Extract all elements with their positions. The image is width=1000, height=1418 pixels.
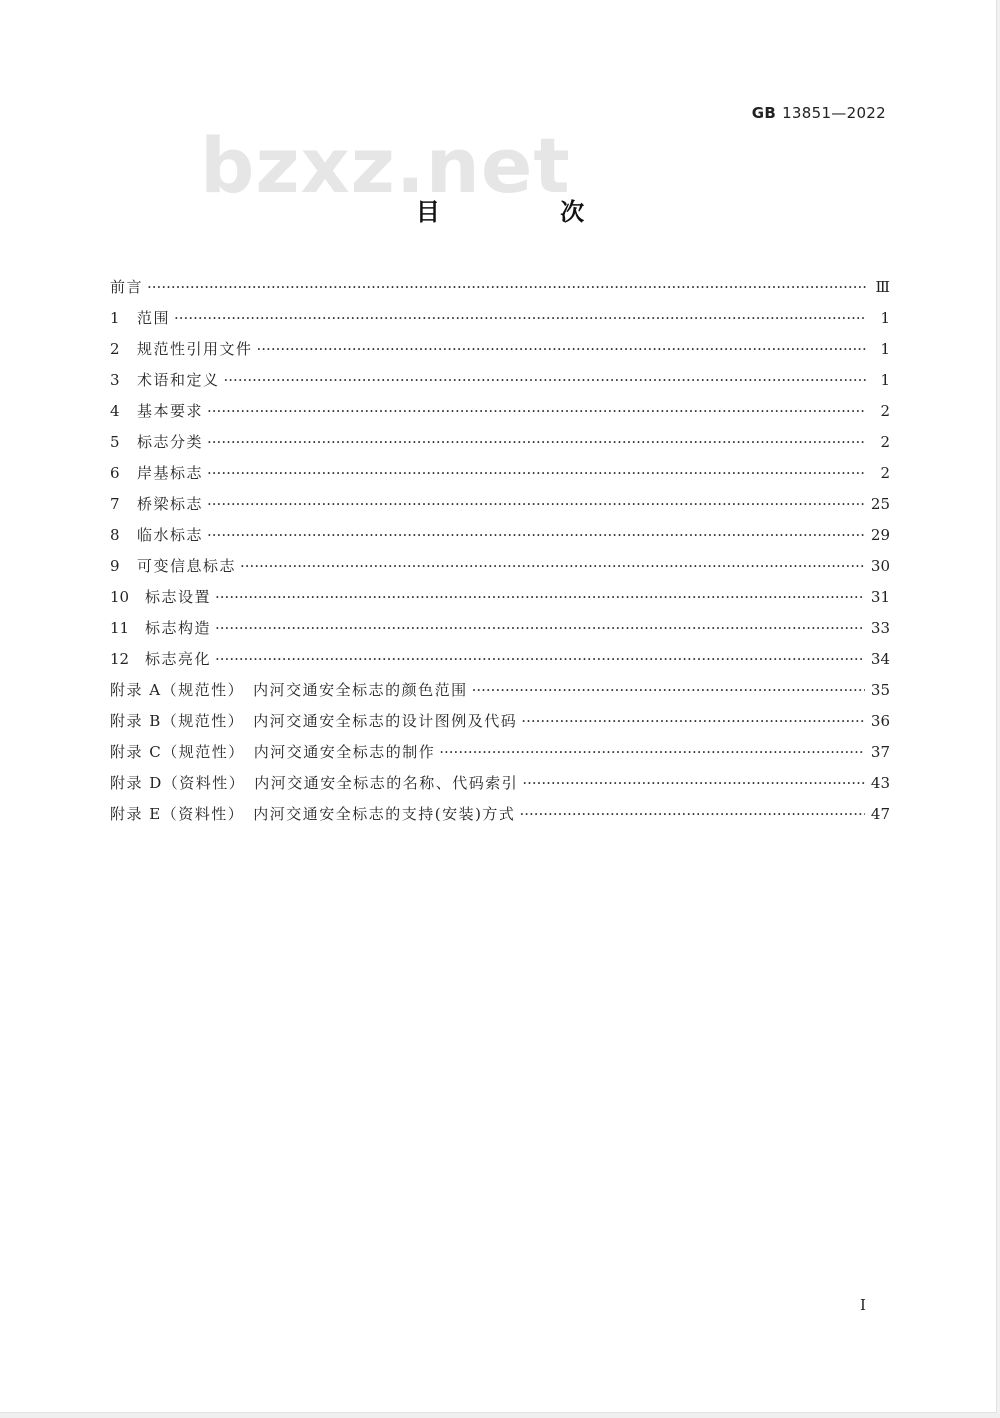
toc-leader-dots (207, 399, 866, 424)
watermark: bzxz.net (200, 121, 571, 210)
toc-item-3[interactable] (110, 368, 890, 399)
standard-code-prefix: GB (751, 104, 777, 122)
toc-item-page: 35 (870, 681, 890, 699)
toc-item-text: 标志构造 (145, 619, 212, 637)
toc-item-page: 29 (870, 526, 890, 544)
toc-leader-dots (215, 616, 865, 641)
toc-item-text: 前言 (110, 278, 144, 296)
toc-item-text: 标志分类 (137, 433, 204, 451)
toc-item-text: 附录 B（规范性） 内河交通安全标志的设计图例及代码 (110, 712, 518, 730)
page-bottom-edge (0, 1413, 1000, 1418)
toc-item-appendix-e[interactable] (110, 802, 890, 833)
table-of-contents (110, 275, 890, 833)
toc-item-5[interactable] (110, 430, 890, 461)
toc-item-text: 可变信息标志 (137, 557, 237, 575)
toc-item-number: 2 (110, 340, 120, 358)
toc-item-number: 5 (110, 433, 120, 451)
toc-leader-dots (224, 368, 866, 393)
toc-leader-dots (521, 709, 865, 734)
toc-leader-dots (522, 771, 865, 796)
toc-item-page: 1 (880, 340, 890, 358)
toc-item-11[interactable] (110, 616, 890, 647)
toc-item-page: 2 (880, 464, 890, 482)
toc-item-page: Ⅲ (875, 278, 890, 296)
toc-item-8[interactable] (110, 523, 890, 554)
toc-item-text: 标志亮化 (145, 650, 212, 668)
toc-item-page: 25 (870, 495, 890, 513)
toc-item-page: 33 (870, 619, 890, 637)
toc-item-12[interactable] (110, 647, 890, 678)
toc-item-number: 11 (110, 619, 130, 637)
toc-leader-dots (472, 678, 865, 703)
toc-item-page: 47 (870, 805, 890, 823)
toc-leader-dots (519, 802, 864, 827)
toc-item-page: 37 (870, 743, 890, 761)
toc-leader-dots (240, 554, 865, 579)
toc-item-page: 43 (870, 774, 890, 792)
toc-item-number: 6 (110, 464, 120, 482)
toc-item-page: 34 (870, 650, 890, 668)
toc-leader-dots (174, 306, 866, 331)
toc-leader-dots (215, 647, 865, 672)
toc-item-appendix-b[interactable] (110, 709, 890, 740)
toc-item-text: 附录 C（规范性） 内河交通安全标志的制作 (110, 743, 436, 761)
toc-item-appendix-d[interactable] (110, 771, 890, 802)
toc-item-number: 4 (110, 402, 120, 420)
toc-item-number: 1 (110, 309, 120, 327)
toc-item-4[interactable] (110, 399, 890, 430)
toc-leader-dots (207, 430, 866, 455)
toc-item-text: 岸基标志 (137, 464, 204, 482)
toc-item-number: 10 (110, 588, 130, 606)
toc-item-1[interactable] (110, 306, 890, 337)
toc-item-number: 9 (110, 557, 120, 575)
toc-item-text: 临水标志 (137, 526, 204, 544)
toc-item-text: 基本要求 (137, 402, 204, 420)
toc-item-text: 规范性引用文件 (137, 340, 253, 358)
toc-leader-dots (215, 585, 865, 610)
toc-item-appendix-c[interactable] (110, 740, 890, 771)
toc-title: 目 次 (415, 198, 641, 226)
toc-leader-dots (257, 337, 866, 362)
standard-code-number: 13851—2022 (782, 104, 886, 122)
toc-item-number: 3 (110, 371, 120, 389)
toc-leader-dots (207, 523, 865, 548)
toc-leader-dots (207, 461, 866, 486)
toc-item-foreword[interactable] (110, 275, 890, 306)
toc-item-number: 12 (110, 650, 130, 668)
toc-item-page: 31 (870, 588, 890, 606)
toc-item-9[interactable] (110, 554, 890, 585)
page-number: I (860, 1296, 866, 1314)
toc-item-page: 30 (870, 557, 890, 575)
toc-item-page: 2 (880, 433, 890, 451)
toc-item-text: 术语和定义 (137, 371, 220, 389)
toc-leader-dots (439, 740, 865, 765)
toc-item-page: 36 (870, 712, 890, 730)
toc-leader-dots (147, 275, 866, 300)
toc-item-6[interactable] (110, 461, 890, 492)
toc-item-number: 7 (110, 495, 120, 513)
toc-item-text: 附录 E（资料性） 内河交通安全标志的支持(安装)方式 (110, 805, 516, 823)
toc-item-page: 2 (880, 402, 890, 420)
toc-item-text: 附录 A（规范性） 内河交通安全标志的颜色范围 (110, 681, 468, 699)
toc-item-7[interactable] (110, 492, 890, 523)
toc-item-page: 1 (880, 371, 890, 389)
toc-item-text: 附录 D（资料性） 内河交通安全标志的名称、代码索引 (110, 774, 519, 792)
toc-item-page: 1 (880, 309, 890, 327)
toc-item-number: 8 (110, 526, 120, 544)
standard-code (752, 104, 886, 122)
toc-item-text: 范围 (137, 309, 171, 327)
toc-item-text: 桥梁标志 (137, 495, 204, 513)
toc-item-10[interactable] (110, 585, 890, 616)
toc-item-2[interactable] (110, 337, 890, 368)
toc-item-text: 标志设置 (145, 588, 212, 606)
toc-leader-dots (207, 492, 865, 517)
toc-item-appendix-a[interactable] (110, 678, 890, 709)
